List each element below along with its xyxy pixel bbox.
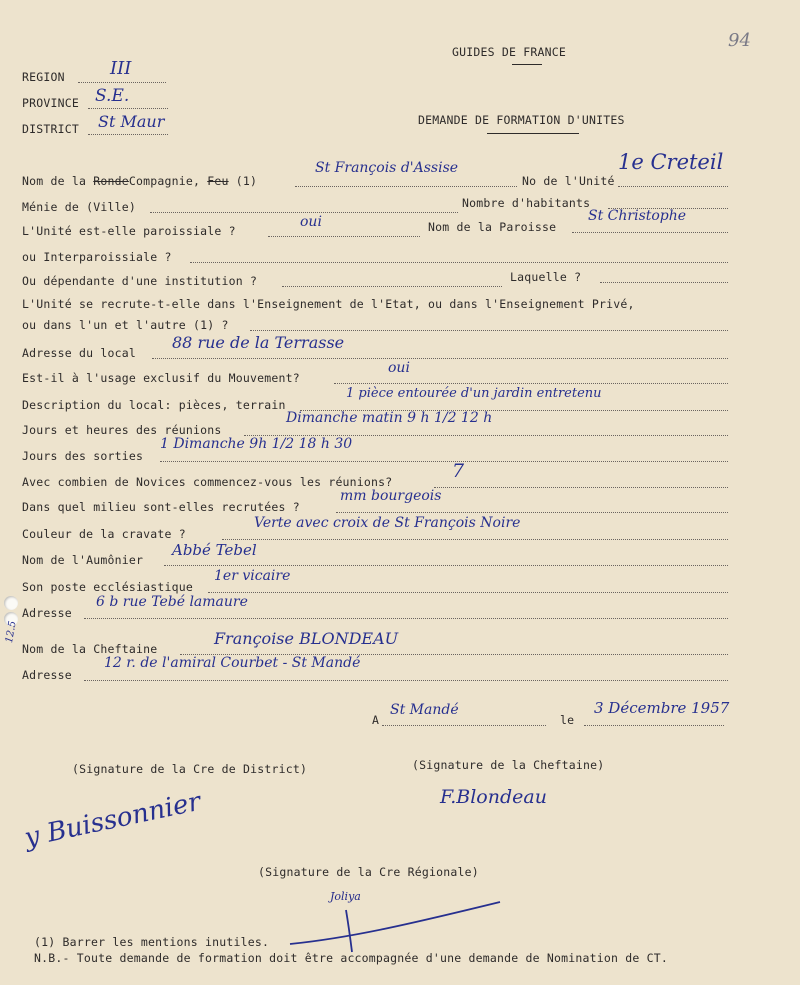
- paroisse-label: Nom de la Paroisse: [428, 220, 557, 234]
- punch-hole: [4, 596, 18, 610]
- menie-label: Ménie de (Ville): [22, 200, 136, 214]
- recrute-label-1: L'Unité se recrute-t-elle dans l'Enseignement de l'Etat, ou dans l'Enseignement Privé,: [22, 297, 635, 311]
- cravate-label: Couleur de la cravate ?: [22, 527, 186, 541]
- nom-feu: Feu: [207, 174, 229, 188]
- adresse1-line: [84, 618, 728, 619]
- paroisse-line: [572, 232, 728, 233]
- adresse2-label: Adresse: [22, 668, 72, 682]
- cheftaine-signature-label: (Signature de la Cheftaine): [412, 758, 605, 772]
- cheftaine-value: Françoise BLONDEAU: [214, 629, 399, 648]
- title-underline: [512, 64, 542, 65]
- adresse1-label: Adresse: [22, 606, 72, 620]
- recrute-label-2: ou dans l'un et l'autre (1) ?: [22, 318, 229, 332]
- region-label: REGION: [22, 70, 65, 84]
- paroissiale-line: [268, 236, 420, 237]
- poste-line: [208, 592, 728, 593]
- poste-value: 1er vicaire: [214, 568, 291, 584]
- interparoissiale-line: [190, 262, 728, 263]
- interparoissiale-label: ou Interparoissiale ?: [22, 250, 172, 264]
- footnote-1: (1) Barrer les mentions inutiles.: [34, 935, 270, 949]
- adresse2-value: 12 r. de l'amiral Courbet - St Mandé: [104, 655, 361, 671]
- margin-note: 12.5: [4, 620, 19, 644]
- sorties-value: 1 Dimanche 9h 1/2 18 h 30: [160, 436, 353, 452]
- district-signature: y Buissonnier: [22, 786, 204, 854]
- region-line: [78, 82, 166, 83]
- novices-label: Avec combien de Novices commencez-vous les réunions?: [22, 475, 393, 489]
- unite-value: 1e Creteil: [618, 150, 724, 174]
- sorties-label: Jours des sorties: [22, 449, 144, 463]
- district-line: [88, 134, 168, 135]
- nom-prefix: Nom de la: [22, 174, 87, 188]
- dependante-label: Ou dépendante d'une institution ?: [22, 274, 258, 288]
- usage-value: oui: [388, 360, 410, 376]
- usage-label: Est-il à l'usage exclusif du Mouvement?: [22, 371, 300, 385]
- novices-value: 7: [452, 460, 465, 482]
- milieu-line: [336, 512, 728, 513]
- recrute-line: [250, 330, 728, 331]
- lieu-prefix: A: [372, 713, 380, 727]
- nom-note: (1): [235, 174, 258, 188]
- province-line: [88, 108, 168, 109]
- nom-line: [295, 186, 517, 187]
- milieu-value: mm bourgeois: [340, 488, 442, 504]
- dependante-line: [282, 286, 502, 287]
- adresse-local-value: 88 rue de la Terrasse: [172, 333, 345, 352]
- date-line: [584, 725, 724, 726]
- nom-value: St François d'Assise: [315, 160, 459, 176]
- aumonier-label: Nom de l'Aumônier: [22, 553, 144, 567]
- district-value: St Maur: [98, 112, 165, 131]
- page-number: 94: [728, 30, 751, 51]
- aumonier-value: Abbé Tebel: [172, 541, 257, 559]
- province-value: S.E.: [95, 86, 130, 106]
- date-value: 3 Décembre 1957: [594, 699, 730, 717]
- reunions-label: Jours et heures des réunions: [22, 423, 222, 437]
- regionale-signature: Joliya: [330, 890, 361, 903]
- lieu-line: [382, 725, 546, 726]
- poste-label: Son poste ecclésiastique: [22, 580, 193, 594]
- date-prefix: le: [560, 713, 575, 727]
- novices-line: [434, 487, 728, 488]
- cheftaine-label: Nom de la Cheftaine: [22, 642, 158, 656]
- milieu-label: Dans quel milieu sont-elles recrutées ?: [22, 500, 300, 514]
- paroissiale-label: L'Unité est-elle paroissiale ?: [22, 224, 236, 238]
- laquelle-label: Laquelle ?: [510, 270, 582, 284]
- cravate-line: [222, 539, 728, 540]
- org-title: GUIDES DE FRANCE: [452, 45, 566, 59]
- unite-line: [618, 186, 728, 187]
- unite-label: No de l'Unité: [522, 174, 615, 188]
- lieu-value: St Mandé: [390, 702, 459, 718]
- nom-label-row: [22, 174, 257, 188]
- cravate-value: Verte avec croix de St François Noire: [254, 515, 521, 531]
- footnote-nb: N.B.- Toute demande de formation doit être accompagnée d'une demande de Nomination de CT.: [34, 951, 668, 965]
- region-value: III: [110, 58, 132, 79]
- nom-ronde: Ronde: [93, 174, 129, 188]
- description-label: Description du local: pièces, terrain: [22, 398, 286, 412]
- regionale-signature-label: (Signature de la Cre Régionale): [258, 865, 479, 879]
- province-label: PROVINCE: [22, 96, 79, 110]
- cheftaine-signature: F.Blondeau: [440, 786, 547, 808]
- habitants-label: Nombre d'habitants: [462, 196, 591, 210]
- district-signature-label: (Signature de la Cre de District): [72, 762, 308, 776]
- adresse1-value: 6 b rue Tebé lamaure: [96, 594, 248, 610]
- paroissiale-value: oui: [300, 214, 322, 230]
- description-value: 1 pièce entourée d'un jardin entretenu: [346, 386, 602, 401]
- nom-compagnie: Compagnie,: [128, 174, 201, 188]
- regionale-signature-stroke: [270, 888, 520, 958]
- aumonier-line: [164, 565, 728, 566]
- adresse-local-label: Adresse du local: [22, 346, 136, 360]
- menie-line: [150, 212, 458, 213]
- form-title: DEMANDE DE FORMATION D'UNITES: [418, 113, 625, 127]
- district-label: DISTRICT: [22, 122, 79, 136]
- sorties-line: [160, 461, 728, 462]
- laquelle-line: [600, 282, 728, 283]
- reunions-value: Dimanche matin 9 h 1/2 12 h: [286, 410, 493, 426]
- adresse-local-line: [152, 358, 728, 359]
- usage-line: [334, 383, 728, 384]
- form-title-underline: [487, 133, 579, 134]
- paroisse-value: St Christophe: [588, 208, 687, 224]
- adresse2-line: [84, 680, 728, 681]
